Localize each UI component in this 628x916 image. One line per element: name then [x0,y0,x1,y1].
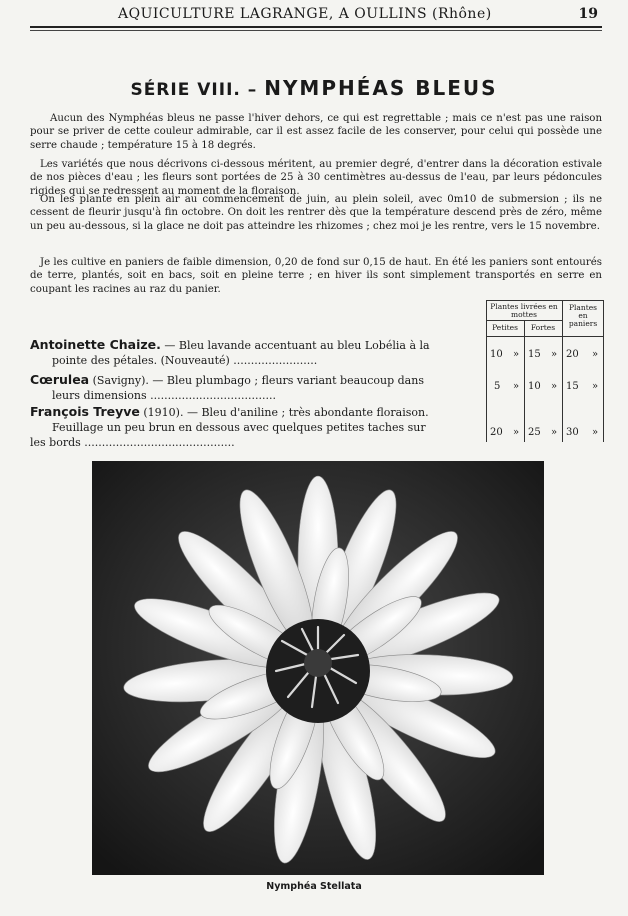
page-number: 19 [578,6,598,22]
price-petites-1: 10 [490,349,503,360]
price-table [486,300,604,442]
running-title: AQUICULTURE LAGRANGE, A OULLINS (Rhône) [118,6,492,22]
paragraph-3: On les plante en plein air au commencement de juin, au plein soleil, avec 0m10 de submersion ; ils ne cessent de fleurir jusqu'à fin octobre. On doit les rentrer dès que la température descend près de zéro, même un peu au-dessous, si la glace ne doit pas atteindre les rhizomes ; chez moi je les rentre, vers le 15 novembre. [30,194,602,232]
ditto-mark: » [513,381,520,392]
table-border-right [603,300,604,442]
ditto-mark: » [551,349,558,360]
variety-entry [30,337,482,368]
page-header [118,6,598,26]
variety-desc-cont: Feuillage un peu brun en dessous avec quelques petites taches sur [52,421,426,434]
table-header-paniers: Plantes en paniers [568,303,598,328]
variety-entry [30,404,482,450]
ditto-mark: » [592,349,599,360]
variety-name: François Treyve [30,404,140,419]
price-fortes-1: 15 [528,349,541,360]
water-lily-illustration [92,461,544,875]
table-header-rule [486,336,603,337]
variety-name: Antoinette Chaize. [30,337,161,352]
price-paniers-3: 30 [566,427,579,438]
variety-entry [30,372,482,403]
table-header-group: Plantes livrées en mottes [490,302,558,319]
price-petites-2: 5 [494,381,501,392]
price-petites-3: 20 [490,427,503,438]
price-fortes-2: 10 [528,381,541,392]
table-header-petites: Petites [492,323,518,332]
series-name: NYMPHÉAS BLEUS [264,76,498,100]
variety-desc: — Bleu lavande accentuant au bleu Lobélia à la [160,339,430,352]
variety-desc: (Savigny). — Bleu plumbago ; fleurs variant beaucoup dans [89,374,424,387]
variety-name: Cœrulea [30,372,90,387]
ditto-mark: » [513,427,520,438]
table-group-rule [486,320,563,321]
table-border-left [486,300,487,442]
photo-caption: Nymphéa Stellata [266,881,362,892]
price-paniers-1: 20 [566,349,579,360]
water-lily-photo [92,461,544,875]
table-divider-1 [524,320,525,442]
table-top-rule [486,300,603,301]
ditto-mark: » [551,427,558,438]
variety-desc: (1910). — Bleu d'aniline ; très abondante floraison. [139,406,429,419]
ditto-mark: » [551,381,558,392]
header-rule-thin [30,30,602,31]
variety-desc-cont: leurs dimensions .................................... [52,389,276,402]
paragraph-1: Aucun des Nymphéas bleus ne passe l'hiver dehors, ce qui est regrettable ; mais ce n'est pas une raison pour se priver de cette couleur admirable, car il est assez facile de les conserver, pour celui qui possède une serre chaude ; température 15 à 18 degrés. [30,113,602,151]
price-fortes-3: 25 [528,427,541,438]
variety-desc-cont: pointe des pétales. (Nouveauté) ........................ [52,354,318,367]
price-paniers-2: 15 [566,381,579,392]
header-rule [30,26,602,28]
ditto-mark: » [592,427,599,438]
ditto-mark: » [592,381,599,392]
table-header-fortes: Fortes [530,323,556,332]
series-dash: – [240,80,265,100]
paragraph-2: Les variétés que nous décrivons ci-dessous méritent, au premier degré, d'entrer dans la décoration estivale de nos pièces d'eau ; les fleurs sont portées de 25 à 30 centimètres au-dessus de l'eau, par leurs pédoncules rigides qui se redressent au moment de la floraison. [30,159,602,197]
ditto-mark: » [513,349,520,360]
table-divider-2 [562,300,563,442]
series-prefix: SÉRIE VIII. [130,80,241,100]
series-title [0,76,628,100]
variety-desc-cont: les bords ........................................... [30,436,235,449]
paragraph-4: Je les cultive en paniers de faible dimension, 0,20 de fond sur 0,15 de haut. En été les paniers sont entourés de terre, plantés, soit en bacs, soit en pleine terre ; en hiver ils sont simplement transportés en serre en coupant les racines au raz du panier. [30,257,602,295]
